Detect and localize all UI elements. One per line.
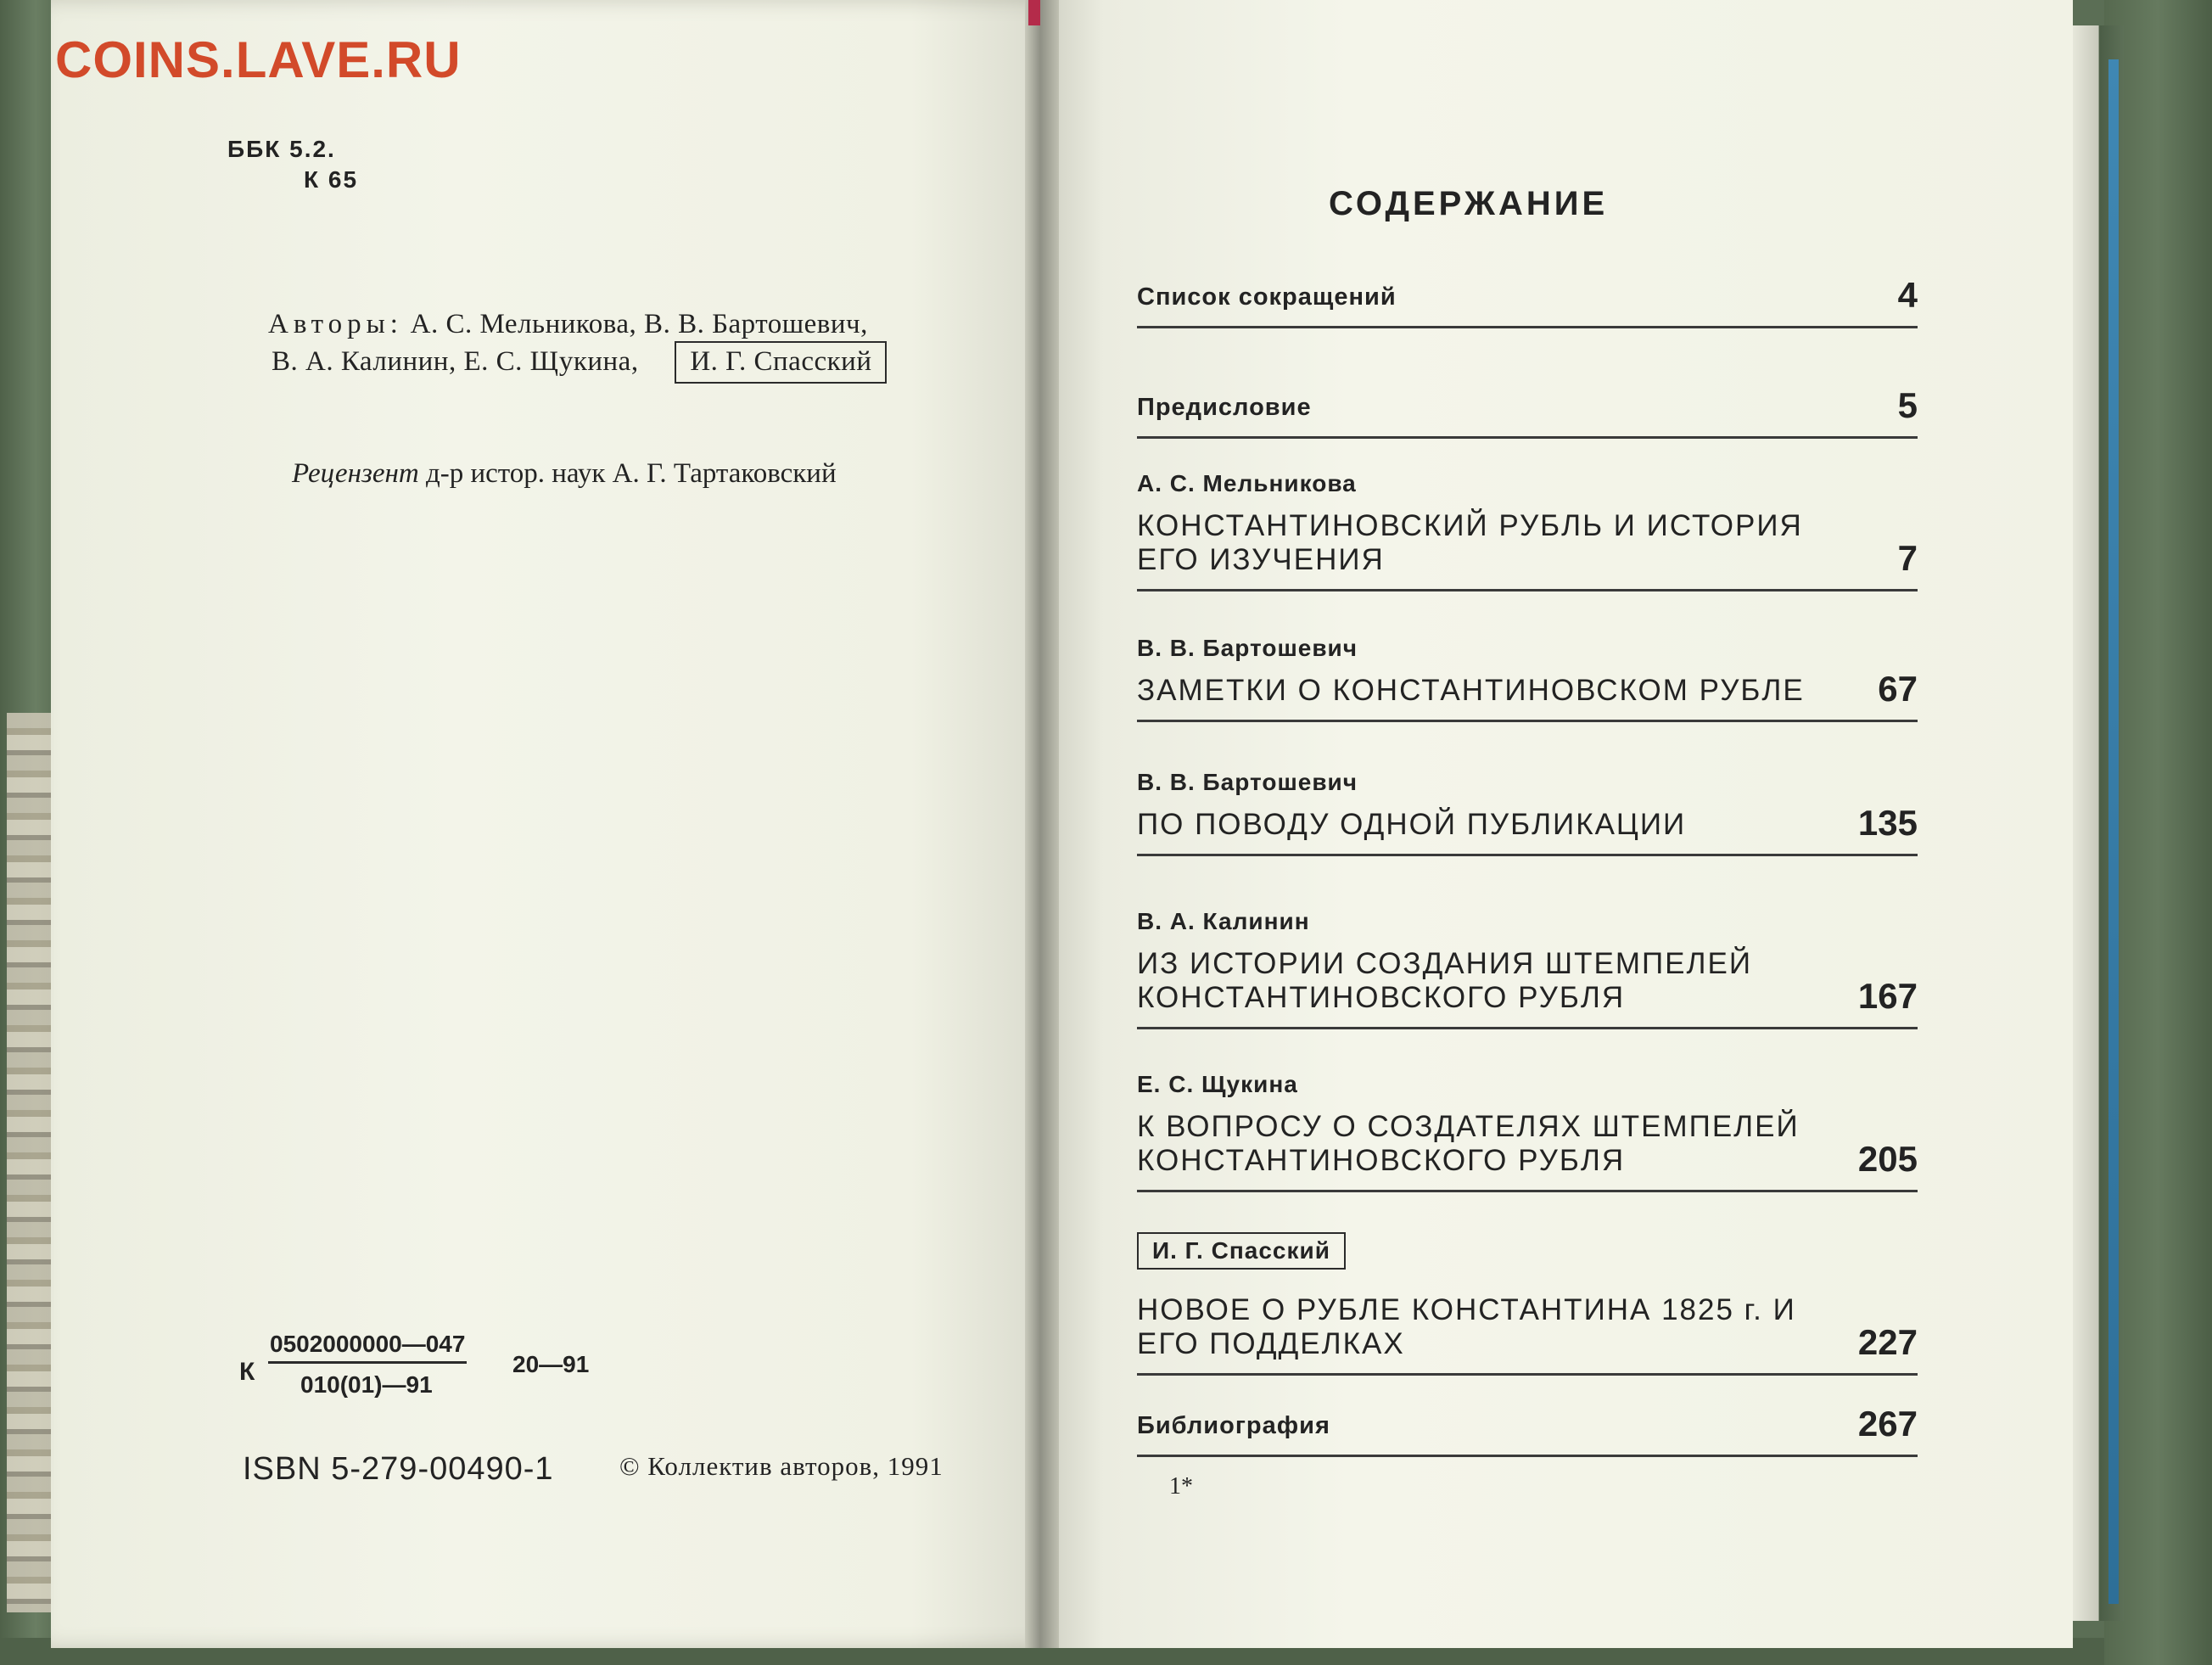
authors-boxed-name: И. Г. Спасский xyxy=(675,341,887,384)
index-numerator: 0502000000—047 xyxy=(268,1331,467,1364)
toc-entry-title: ЗАМЕТКИ О КОНСТАНТИНОВСКОМ РУБЛЕ xyxy=(1137,674,1805,707)
toc-entry-page: 7 xyxy=(1897,538,1918,578)
toc-entry xyxy=(1137,769,1918,856)
toc-entry-page: 5 xyxy=(1897,385,1918,425)
toc-entry-author: А. С. Мельникова xyxy=(1137,470,1357,496)
toc-entry xyxy=(1137,385,1918,439)
toc-entry xyxy=(1137,470,1918,591)
printer-signature: 1* xyxy=(1169,1473,1193,1500)
toc-entry-author: Е. С. Щукина xyxy=(1137,1071,1298,1097)
toc-heading: СОДЕРЖАНИЕ xyxy=(1329,185,1609,222)
toc-entry-author: В. А. Калинин xyxy=(1137,908,1310,934)
toc-entry-title: ПО ПОВОДУ ОДНОЙ ПУБЛИКАЦИИ xyxy=(1137,808,1687,841)
toc-entry-page: 205 xyxy=(1857,1139,1918,1179)
bbk-code: ББК 5.2. xyxy=(227,136,336,162)
bookmark-ribbon xyxy=(1028,0,1040,25)
toc-entry xyxy=(1137,1232,1918,1376)
toc-entry-title: Список сокращений xyxy=(1137,283,1397,311)
toc-entry-page: 135 xyxy=(1857,803,1918,843)
index-denominator: 010(01)—91 xyxy=(300,1371,433,1398)
authors-line-2 xyxy=(272,346,887,378)
authors-names-1: А. С. Мельникова, В. В. Бартошевич, xyxy=(402,309,868,339)
isbn: ISBN 5-279-00490-1 xyxy=(243,1451,554,1487)
toc-entry xyxy=(1137,1071,1918,1192)
reviewer-name: д-р истор. наук А. Г. Тартаковский xyxy=(418,458,837,489)
page-fore-edge xyxy=(2073,25,2124,1621)
page-edge-tint xyxy=(2108,59,2119,1604)
toc-entry-author-boxed: И. Г. Спасский xyxy=(1137,1232,1346,1270)
toc-entry xyxy=(1137,1392,1918,1457)
authors-line-1 xyxy=(268,309,868,340)
left-page xyxy=(51,0,1062,1648)
reviewer-label: Рецензент xyxy=(292,458,419,489)
toc-entry-page: 227 xyxy=(1857,1322,1918,1362)
book-gutter xyxy=(1025,0,1059,1648)
toc-entry-page: 67 xyxy=(1878,669,1918,709)
toc-entry-page: 267 xyxy=(1857,1404,1918,1444)
authors-names-2: В. А. Калинин, Е. С. Щукина, xyxy=(272,346,639,377)
toc-entry-author: В. В. Бартошевич xyxy=(1137,635,1358,661)
cover-illustration-strip xyxy=(7,713,51,1612)
toc-entry xyxy=(1137,635,1918,722)
toc-entry-title: НОВОЕ О РУБЛЕ КОНСТАНТИНА 1825 г. И ЕГО ПОДДЕЛКАХ xyxy=(1137,1293,1796,1360)
toc-entry-author: В. В. Бартошевич xyxy=(1137,769,1358,795)
toc-entry-title: Предисловие xyxy=(1137,394,1312,421)
toc-entry-title: ИЗ ИСТОРИИ СОЗДАНИЯ ШТЕМПЕЛЕЙ КОНСТАНТИНОВСКОГО РУБЛЯ xyxy=(1137,947,1752,1014)
reviewer-line xyxy=(292,458,837,490)
toc-entry xyxy=(1137,275,1918,328)
copyright: © Коллектив авторов, 1991 xyxy=(619,1451,944,1481)
authors-label: Авторы: xyxy=(268,309,403,339)
index-prefix: К xyxy=(239,1358,255,1386)
toc-entry-title: Библиография xyxy=(1137,1412,1330,1439)
toc-entry-page: 167 xyxy=(1857,976,1918,1016)
toc-entry xyxy=(1137,908,1918,1029)
index-suffix: 20—91 xyxy=(512,1351,590,1377)
toc-entry-page: 4 xyxy=(1897,275,1918,315)
toc-entry-title: КОНСТАНТИНОВСКИЙ РУБЛЬ И ИСТОРИЯ ЕГО ИЗУЧЕНИЯ xyxy=(1137,509,1803,576)
toc-entry-title: К ВОПРОСУ О СОЗДАТЕЛЯХ ШТЕМПЕЛЕЙ КОНСТАНТИНОВСКОГО РУБЛЯ xyxy=(1137,1110,1800,1177)
author-mark: К 65 xyxy=(304,166,359,193)
watermark: COINS.LAVE.RU xyxy=(55,31,462,88)
